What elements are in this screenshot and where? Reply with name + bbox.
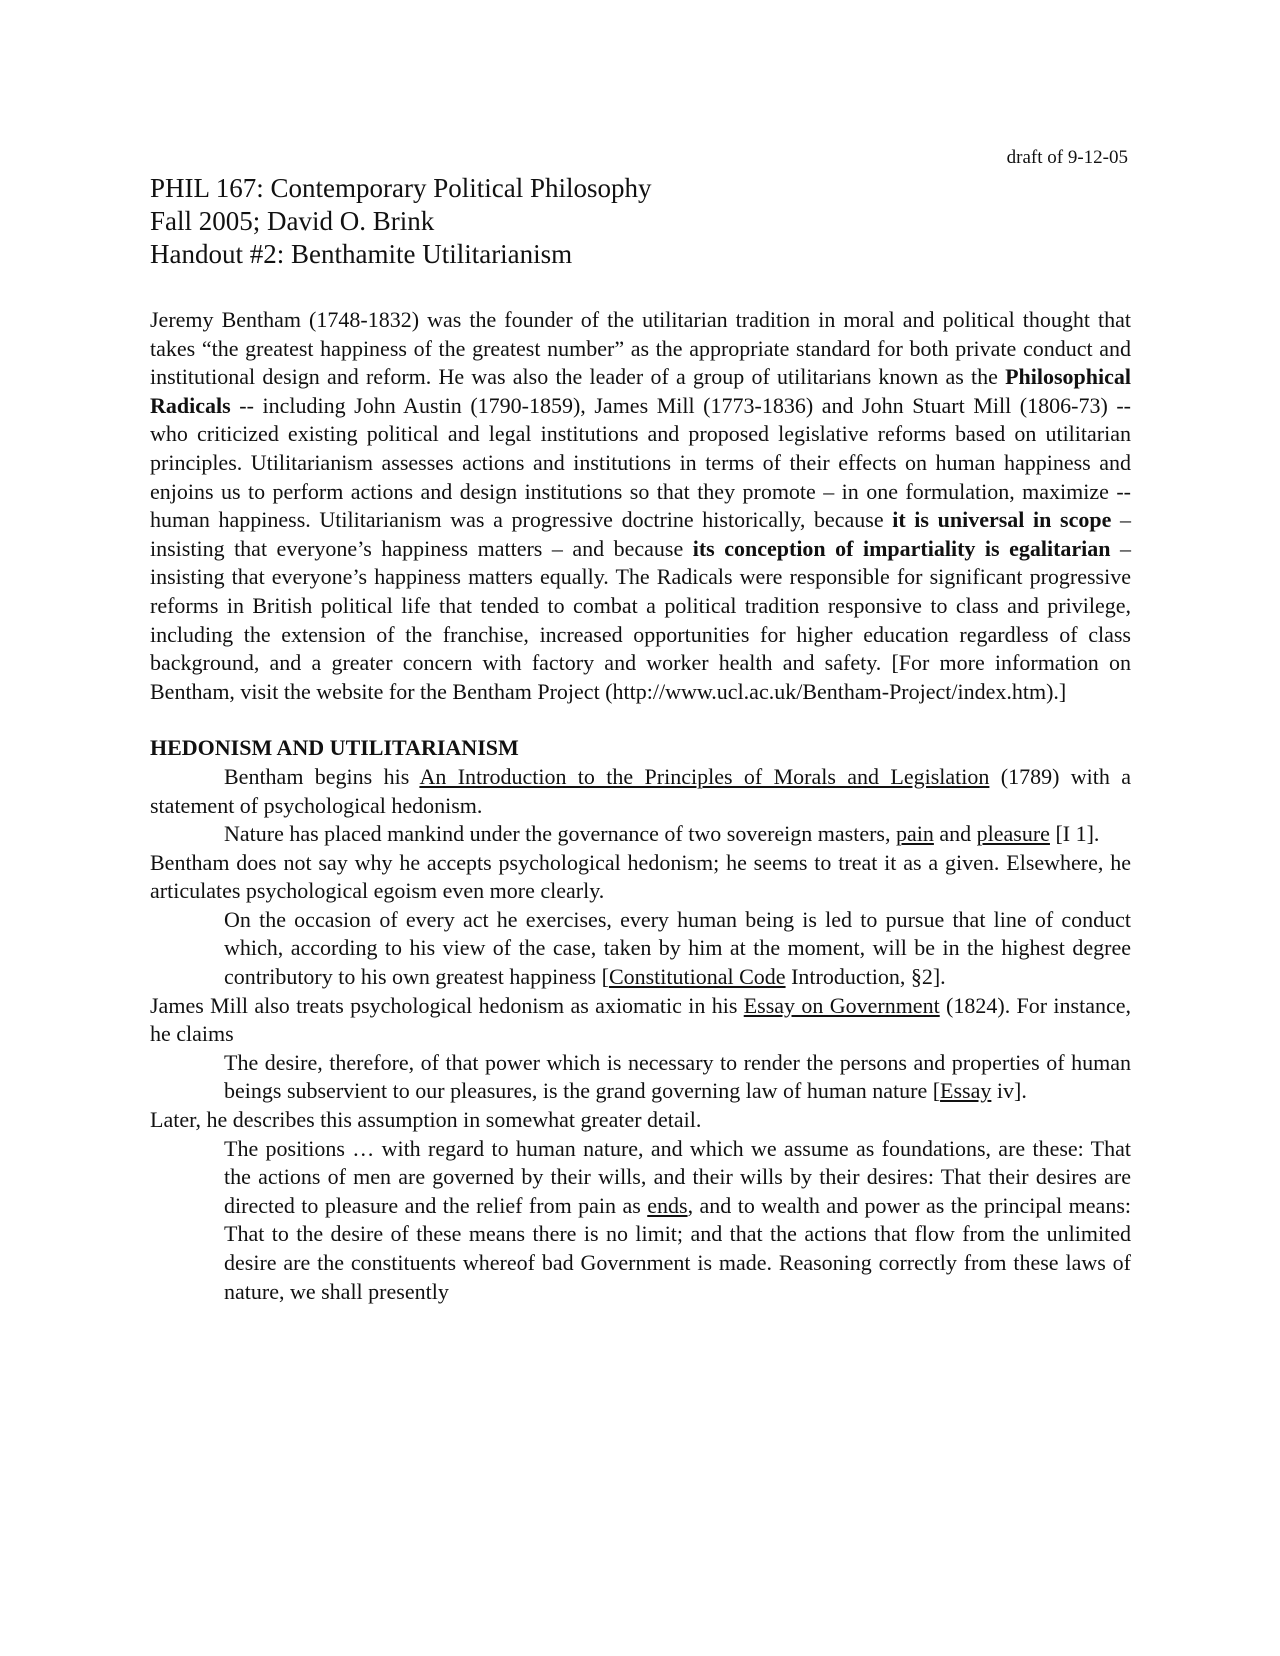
quote-text: iv]. xyxy=(991,1078,1027,1104)
ends-underlined: ends xyxy=(647,1192,688,1218)
quote-text: , and to wealth and power as the principal means: That to the desire of these means there is no limit; and that the actions that flow from the unlimited desire are the constituents whereof bad Government is made. Reasoning correctly from these laws of nature, we shall presently xyxy=(224,1192,1131,1304)
section-paragraph-4: Later, he describes this assumption in somewhat greater detail. xyxy=(150,1107,702,1133)
intro-text-1: Jeremy Bentham (1748-1832) was the founder of the utilitarian tradition in moral and political thought that takes “the greatest happiness of the greatest number” as the appropriate standard for both private conduct and institutional design and reform. He was also the leader of a group of utilitarians known as the xyxy=(150,307,1131,390)
section-heading: HEDONISM AND UTILITARIANISM xyxy=(150,735,519,761)
section-paragraph-2: Bentham does not say why he accepts psychological hedonism; he seems to treat it as a given. Elsewhere, he articulates psychological egoism even more clearly. xyxy=(150,849,1131,904)
document-body xyxy=(150,306,1131,1306)
intro-paragraph xyxy=(150,306,1131,706)
quote-text: and xyxy=(933,821,977,847)
quote-text: The positions … with regard to human nature, and which we assume as foundations, are these: That the actions of men are governed by their wills, and their wills by their desires: That their desires are directed to pleasure and the relief from pain as xyxy=(224,1135,1131,1218)
universal-scope-bold: it is universal in scope xyxy=(892,507,1112,533)
quote-text: Nature has placed mankind under the governance of two sovereign masters, xyxy=(224,821,896,847)
course-title: PHIL 167: Contemporary Political Philosophy xyxy=(150,173,652,203)
handout-title: Handout #2: Benthamite Utilitarianism xyxy=(150,239,573,269)
paragraph-text: (1824). For instance, he claims xyxy=(150,992,1132,1047)
book-title-constitutional-code: Constitutional Code xyxy=(608,964,786,990)
section-paragraph-3 xyxy=(150,992,1131,1049)
impartiality-bold: its conception of impartiality is egalitarian xyxy=(692,535,1111,561)
term-author: Fall 2005; David O. Brink xyxy=(150,206,435,236)
book-title-principles: An Introduction to the Principles of Morals and Legislation xyxy=(419,763,990,789)
quote-2 xyxy=(150,906,1131,992)
intro-text-2: -- including John Austin (1790-1859), James Mill (1773-1836) and John Stuart Mill (1806-73) -- who criticized existing political and legal institutions and proposed legislative reforms based on utilitarian principles. Utilitarianism assesses actions and institutions in terms of their effects on human happiness and enjoins us to perform actions and design institutions so that they promote – in one formulation, maximize -- human happiness. Utilitarianism was a progressive doctrine historically, because xyxy=(150,392,1131,533)
pain-underlined: pain xyxy=(896,821,934,847)
quote-1 xyxy=(150,820,1131,849)
philosophical-radicals-bold: Philosophical Radicals xyxy=(150,364,1131,418)
book-title-essay: Essay xyxy=(940,1078,992,1104)
quote-text: The desire, therefore, of that power which is necessary to render the persons and properties of human beings subservient to our pleasures, is the grand governing law of human nature [ xyxy=(224,1049,1131,1104)
intro-text-4: – insisting that everyone’s happiness matters equally. The Radicals were responsible for significant progressive reforms in British political life that tended to combat a political tradition responsive to class and privilege, including the extension of the franchise, increased opportunities for higher education regardless of class background, and a greater concern with factory and worker health and safety. [For more information on Bentham, visit the website for the Bentham Project (http://www.ucl.ac.uk/Bentham-Project/index.htm).] xyxy=(150,535,1132,704)
paragraph-text: Bentham begins his xyxy=(224,763,420,789)
paragraph-text: (1789) with a statement of psychological hedonism. xyxy=(150,763,1132,818)
quote-3 xyxy=(150,1049,1131,1106)
title-block xyxy=(150,172,651,271)
quote-text: [I 1]. xyxy=(1049,821,1100,847)
intro-text-3: – insisting that everyone’s happiness matters – and because xyxy=(150,507,1131,561)
quote-4 xyxy=(150,1135,1131,1307)
book-title-essay-on-government: Essay on Government xyxy=(743,992,940,1018)
paragraph-text: James Mill also treats psychological hedonism as axiomatic in his xyxy=(150,992,744,1018)
section-paragraph-1 xyxy=(150,763,1131,820)
draft-date: draft of 9-12-05 xyxy=(1006,147,1128,168)
quote-text: On the occasion of every act he exercises, every human being is led to pursue that line of conduct which, according to his view of the case, taken by him at the moment, will be in the highest degree contributory to his own greatest happiness [ xyxy=(224,906,1131,990)
quote-text: Introduction, §2]. xyxy=(785,964,946,990)
pleasure-underlined: pleasure xyxy=(976,821,1050,847)
